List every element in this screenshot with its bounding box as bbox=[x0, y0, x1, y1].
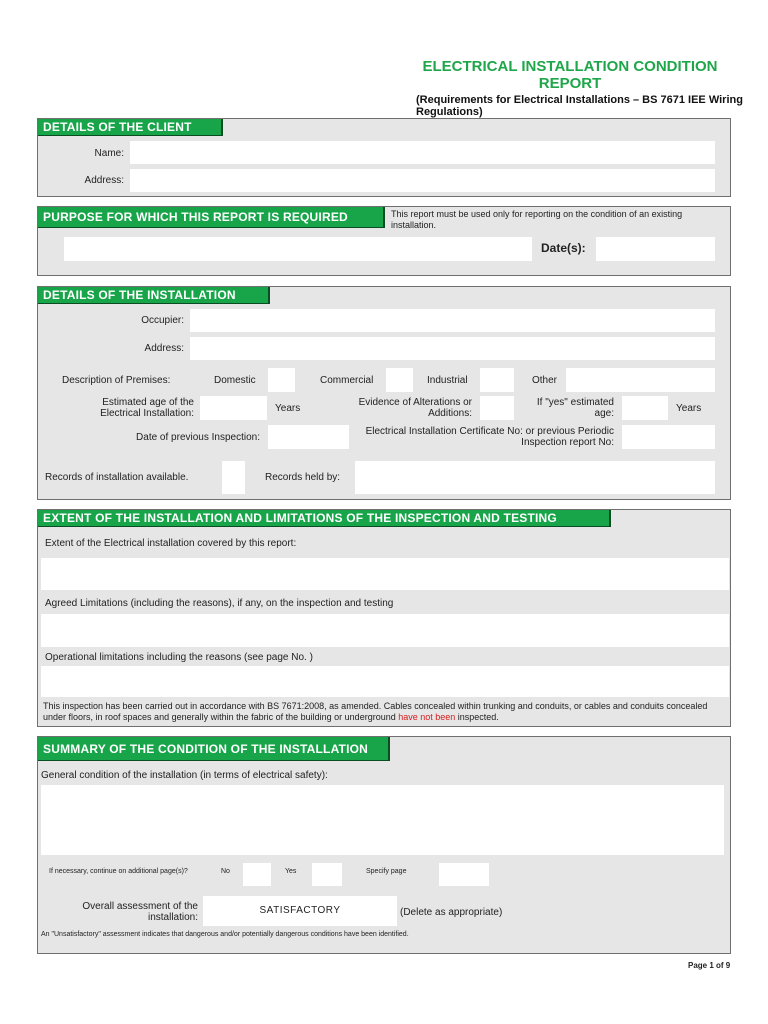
specify-page-field[interactable] bbox=[439, 863, 489, 886]
summary-section bbox=[37, 736, 731, 954]
purpose-section bbox=[37, 206, 731, 276]
dates-label: Date(s): bbox=[541, 241, 586, 255]
summary-heading: SUMMARY OF THE CONDITION OF THE INSTALLATION bbox=[38, 737, 390, 761]
operational-limitations-label: Operational limitations including the reasons (see page No. ) bbox=[45, 652, 313, 663]
alterations-label: Evidence of Alterations or Additions: bbox=[358, 397, 472, 419]
overall-assessment-value[interactable]: SATISFACTORY bbox=[203, 896, 397, 926]
occupier-field[interactable] bbox=[190, 309, 715, 332]
cert-field[interactable] bbox=[622, 425, 715, 449]
extent-covered-label: Extent of the Electrical installation covered by this report: bbox=[45, 538, 297, 549]
agreed-limitations-field[interactable] bbox=[41, 614, 729, 647]
if-yes-age-field[interactable] bbox=[622, 396, 668, 420]
other-field[interactable] bbox=[566, 368, 715, 392]
records-label: Records of installation available. bbox=[45, 472, 189, 483]
installation-address-label: Address: bbox=[144, 343, 184, 354]
est-age-field[interactable] bbox=[200, 396, 267, 420]
general-condition-label: General condition of the installation (in terms of electrical safety): bbox=[41, 770, 328, 781]
extent-section bbox=[37, 509, 731, 727]
records-checkbox[interactable] bbox=[222, 461, 245, 494]
held-by-field[interactable] bbox=[355, 461, 715, 494]
purpose-field[interactable] bbox=[64, 237, 532, 261]
specify-page-label: Specify page bbox=[366, 868, 407, 875]
general-condition-field[interactable] bbox=[41, 785, 724, 855]
alterations-field[interactable] bbox=[480, 396, 514, 420]
statement-part-2: inspected. bbox=[455, 712, 499, 722]
if-yes-label: If "yes" estimated age: bbox=[536, 397, 614, 419]
continue-no-label: No bbox=[221, 868, 230, 875]
other-label: Other bbox=[532, 375, 558, 386]
agreed-limitations-label: Agreed Limitations (including the reasons), if any, on the inspection and testing bbox=[45, 598, 394, 609]
report-subtitle: (Requirements for Electrical Installations – BS 7671 IEE Wiring Regulations) bbox=[416, 94, 743, 118]
installation-address-field[interactable] bbox=[190, 337, 715, 360]
client-address-field[interactable] bbox=[130, 169, 715, 192]
commercial-label: Commercial bbox=[320, 375, 374, 386]
overall-assessment-label: Overall assessment of the installation: bbox=[82, 901, 198, 923]
extent-heading: EXTENT OF THE INSTALLATION AND LIMITATIONS OF THE INSPECTION AND TESTING bbox=[38, 510, 611, 527]
client-name-label: Name: bbox=[94, 148, 124, 159]
years-label-2: Years bbox=[676, 403, 702, 414]
client-heading: DETAILS OF THE CLIENT bbox=[38, 119, 223, 136]
report-title: ELECTRICAL INSTALLATION CONDITION REPORT bbox=[422, 58, 718, 92]
purpose-heading: PURPOSE FOR WHICH THIS REPORT IS REQUIRED bbox=[38, 207, 385, 228]
unsatisfactory-footnote: An "Unsatisfactory" assessment indicates that dangerous and/or potentially dangerous conditions have been identified. bbox=[41, 931, 409, 938]
statement-warning: have not been bbox=[398, 712, 456, 722]
industrial-label: Industrial bbox=[427, 375, 468, 386]
years-label-1: Years bbox=[275, 403, 301, 414]
held-by-label: Records held by: bbox=[265, 472, 341, 483]
page-number: Page 1 of 9 bbox=[688, 961, 731, 970]
domestic-label: Domestic bbox=[214, 375, 256, 386]
occupier-label: Occupier: bbox=[141, 315, 184, 326]
statement-part-1: This inspection has been carried out in accordance with BS 7671:2008, as amended. Cables concealed within trunking and conduits, or cables and conduits concealed under floors, in roof spaces and generally within the fabric of the building or underground bbox=[43, 701, 708, 722]
prev-inspection-label: Date of previous Inspection: bbox=[136, 432, 260, 443]
commercial-checkbox[interactable] bbox=[386, 368, 413, 392]
client-section bbox=[37, 118, 731, 197]
industrial-checkbox[interactable] bbox=[480, 368, 514, 392]
delete-note: (Delete as appropriate) bbox=[400, 907, 503, 918]
inspection-statement bbox=[43, 701, 729, 723]
continue-label: If necessary, continue on additional page(s)? bbox=[49, 868, 188, 875]
purpose-note: This report must be used only for reporting on the condition of an existing installation. bbox=[391, 209, 683, 230]
client-name-field[interactable] bbox=[130, 141, 715, 164]
prev-inspection-field[interactable] bbox=[268, 425, 349, 449]
domestic-checkbox[interactable] bbox=[268, 368, 295, 392]
continue-yes-label: Yes bbox=[285, 868, 297, 875]
continue-yes-checkbox[interactable] bbox=[312, 863, 342, 886]
dates-field[interactable] bbox=[596, 237, 715, 261]
est-age-label: Estimated age of the Electrical Installation: bbox=[100, 397, 194, 419]
continue-no-checkbox[interactable] bbox=[243, 863, 271, 886]
installation-heading: DETAILS OF THE INSTALLATION bbox=[38, 287, 270, 304]
extent-covered-field[interactable] bbox=[41, 558, 729, 590]
installation-section bbox=[37, 286, 731, 500]
premises-label: Description of Premises: bbox=[62, 375, 171, 386]
operational-limitations-field[interactable] bbox=[41, 666, 729, 697]
cert-label: Electrical Installation Certificate No: or previous Periodic Inspection report No: bbox=[365, 426, 614, 448]
client-address-label: Address: bbox=[84, 175, 124, 186]
